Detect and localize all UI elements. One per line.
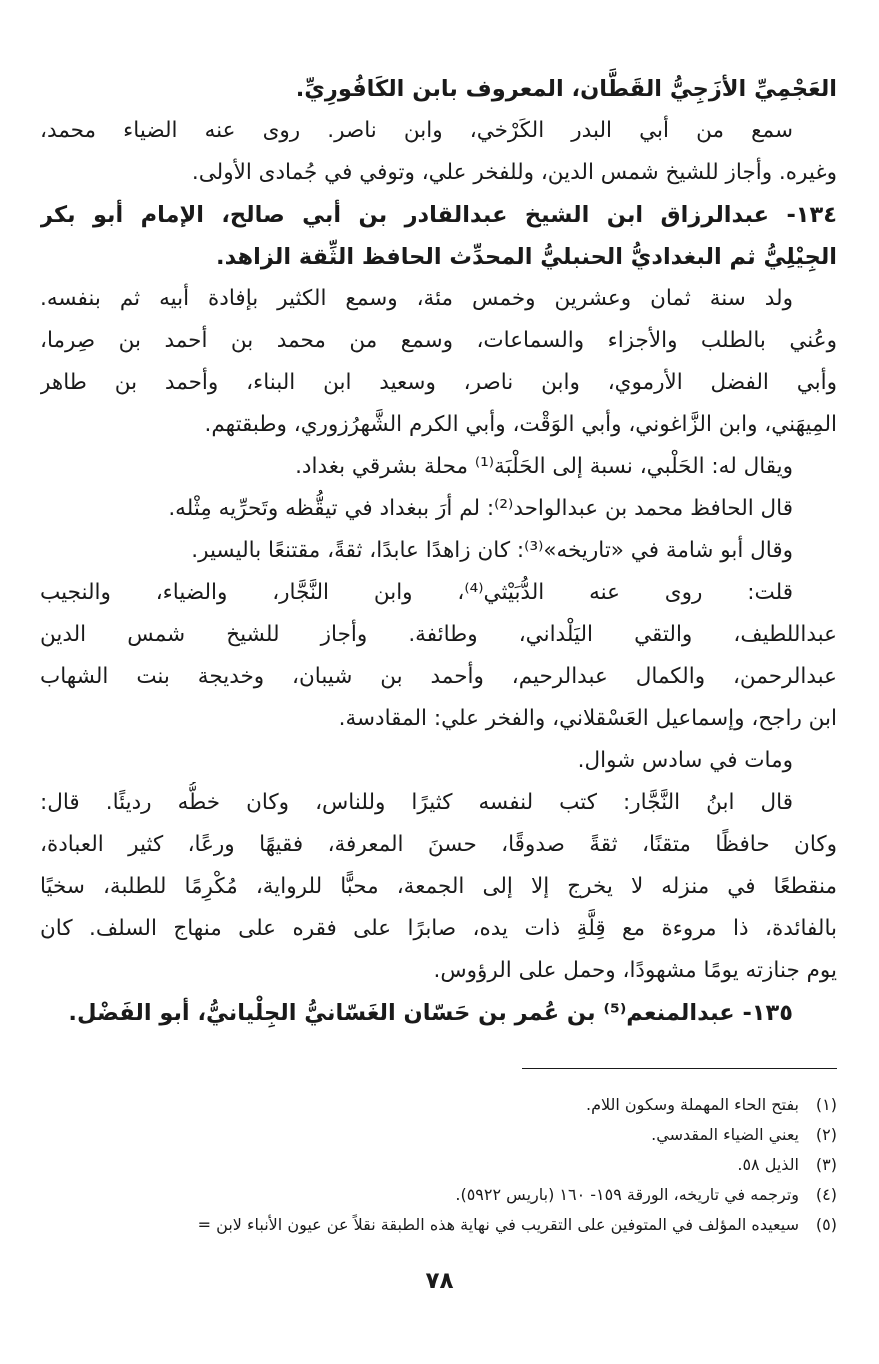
text-line: العَجْمِيِّ الأزَجِيُّ القَطَّان، المعروف بابن الكَافُورِيِّ. <box>295 76 837 102</box>
footnote-divider <box>522 1068 837 1069</box>
text-line: وكان حافظًا متقنًا، ثقةً صدوقًا، حسنَ المعرفة، فقيهًا ورعًا، كثير العبادة، <box>40 832 837 857</box>
footnote-text: سيعيده المؤلف في المتوفين على التقريب في نهاية هذه الطبقة نقلاً عن عيون الأنباء لابن = <box>197 1215 799 1234</box>
text-line: قلت: روى عنه الدُّبَيْثي⁽⁴⁾، وابن النَّجَّار، والضياء، والنجيب <box>40 580 793 605</box>
text-line: ومات في سادس شوال. <box>577 748 793 773</box>
text-line: وقال أبو شامة في «تاريخه»⁽³⁾: كان زاهدًا عابدًا، ثقةً، مقتنعًا باليسير. <box>191 538 793 563</box>
entry-heading-134: ١٣٤- عبدالرزاق ابن الشيخ عبدالقادر بن أبي صالح، الإمام أبو بكر <box>40 202 837 228</box>
footnotes <box>40 1090 837 1240</box>
footnote-item <box>40 1150 837 1180</box>
page-number: ٧٨ <box>425 1268 454 1294</box>
text-line: ولد سنة ثمان وعشرين وخمس مئة، وسمع الكثير بإفادة أبيه ثم بنفسه. <box>40 286 793 311</box>
text-line: قال ابنُ النَّجَّار: كتب لنفسه كثيرًا وللناس، وكان خطُّه رديئًا. قال: <box>40 790 793 815</box>
text-line: ابن راجح، وإسماعيل العَسْقلاني، والفخر علي: المقادسة. <box>338 706 837 731</box>
text-line: منقطعًا في منزله لا يخرج إلا إلى الجمعة، محبًّا للرواية، مُكْرِمًا للطلبة، سخيًا <box>40 874 837 899</box>
footnote-text: يعني الضياء المقدسي. <box>651 1125 799 1144</box>
text-line: عبداللطيف، والتقي اليَلْداني، وطائفة. وأجاز للشيخ شمس الدين <box>40 622 837 647</box>
footnote-item <box>40 1210 837 1240</box>
text-line: المِيهَني، وابن الزَّاغوني، وأبي الوَقْت، وأبي الكرم الشَّهرُزوري، وطبقتهم. <box>204 412 837 437</box>
text-line: بالفائدة، ذا مروءة مع قِلَّةِ ذات يده، صابرًا على فقره على منهاج السلف. كان <box>40 916 837 941</box>
footnote-item <box>40 1090 837 1120</box>
text-line: سمع من أبي البدر الكَرْخي، وابن ناصر. روى عنه الضياء محمد، <box>40 118 793 143</box>
text-line: ويقال له: الحَلْبي، نسبة إلى الحَلْبَة⁽¹⁾ محلة بشرقي بغداد. <box>295 454 793 479</box>
footnote-text: الذيل ٥٨. <box>737 1155 799 1174</box>
footnote-number: (٣) <box>815 1155 837 1174</box>
text-line: وغيره. وأجاز للشيخ شمس الدين، وللفخر علي، وتوفي في جُمادى الأولى. <box>191 160 837 185</box>
footnote-number: (٢) <box>815 1125 837 1144</box>
main-text <box>40 68 837 1034</box>
text-line: وعُني بالطلب والأجزاء والسماعات، وسمع من محمد بن أحمد بن صِرما، <box>40 328 837 353</box>
entry-heading-134-cont: الجِيْلِيُّ ثم البغداديُّ الحنبليُّ المحدِّث الحافظ الثِّقة الزاهد. <box>216 244 837 270</box>
footnote-number: (٤) <box>815 1185 837 1204</box>
footnote-item <box>40 1180 837 1210</box>
text-line: قال الحافظ محمد بن عبدالواحد⁽²⁾: لم أرَ ببغداد في تيقُّظه وتَحرِّيه مِثْله. <box>168 496 793 521</box>
footnote-number: (١) <box>815 1095 837 1114</box>
footnote-text: وترجمه في تاريخه، الورقة ١٥٩- ١٦٠ (باريس ٥٩٢٢). <box>455 1185 799 1204</box>
footnote-item <box>40 1120 837 1150</box>
text-line: يوم جنازته يومًا مشهودًا، وحمل على الرؤوس. <box>433 958 837 983</box>
entry-heading-135: ١٣٥- عبدالمنعم⁽⁵⁾ بن عُمر بن حَسّان الغَسّانيُّ الجِلْيانيُّ، أبو الفَضْل. <box>68 1000 793 1026</box>
footnote-number: (٥) <box>815 1215 837 1234</box>
text-line: عبدالرحمن، والكمال عبدالرحيم، وأحمد بن شيبان، وخديجة بنت الشهاب <box>40 664 837 689</box>
footnote-text: بفتح الحاء المهملة وسكون اللام. <box>585 1095 799 1114</box>
text-line: وأبي الفضل الأرموي، وابن ناصر، وسعيد ابن البناء، وأحمد بن طاهر <box>40 370 837 395</box>
